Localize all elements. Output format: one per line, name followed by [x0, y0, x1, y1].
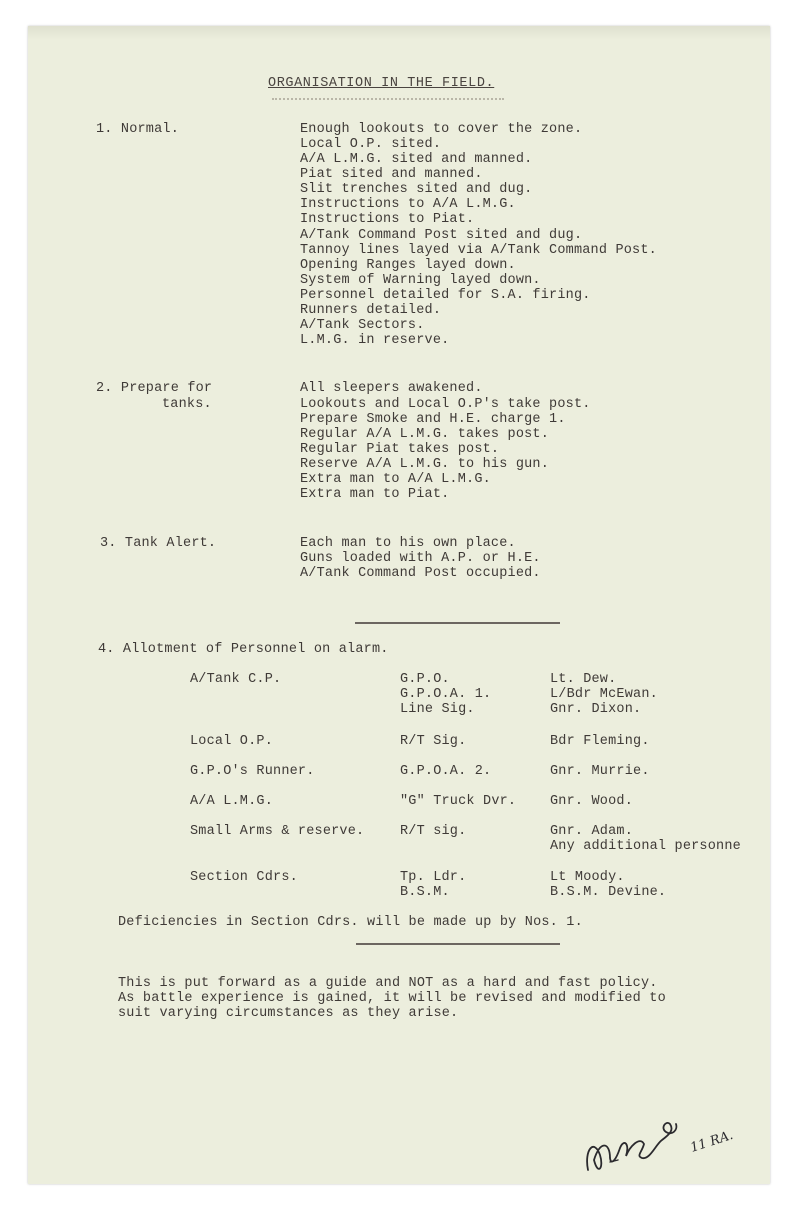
list-item: L.M.G. in reserve. — [300, 333, 450, 348]
section-2-label-cont: tanks. — [162, 397, 212, 412]
document-title: ORGANISATION IN THE FIELD. — [268, 76, 495, 91]
list-item: Enough lookouts to cover the zone. — [300, 122, 583, 137]
allotment-post: A/Tank C.P. — [190, 672, 282, 687]
allotment-name: Lt. Dew. — [550, 672, 617, 687]
list-item: All sleepers awakened. — [300, 381, 483, 396]
list-item: Prepare Smoke and H.E. charge 1. — [300, 412, 566, 427]
allotment-name: L/Bdr McEwan. — [550, 687, 658, 702]
list-item: Each man to his own place. — [300, 536, 516, 551]
allotment-role: R/T sig. — [400, 824, 467, 839]
closing-line: suit varying circumstances as they arise. — [118, 1006, 459, 1021]
allotment-role: B.S.M. — [400, 885, 450, 900]
allotment-post: A/A L.M.G. — [190, 794, 274, 809]
list-item: System of Warning layed down. — [300, 273, 541, 288]
section-1-label: 1. Normal. — [96, 122, 180, 137]
allotment-post: Section Cdrs. — [190, 870, 298, 885]
list-item: Runners detailed. — [300, 303, 442, 318]
allotment-role: R/T Sig. — [400, 734, 467, 749]
closing-line: This is put forward as a guide and NOT as a hard and fast policy. — [118, 976, 658, 991]
list-item: Instructions to A/A L.M.G. — [300, 197, 516, 212]
list-item: A/Tank Command Post occupied. — [300, 566, 541, 581]
section-3-label: 3. Tank Alert. — [100, 536, 217, 551]
list-item: Personnel detailed for S.A. firing. — [300, 288, 591, 303]
list-item: Piat sited and manned. — [300, 167, 483, 182]
list-item: Slit trenches sited and dug. — [300, 182, 533, 197]
allotment-role: G.P.O.A. 1. — [400, 687, 492, 702]
allotment-name: Lt Moody. — [550, 870, 625, 885]
list-item: A/Tank Sectors. — [300, 318, 425, 333]
list-item: Local O.P. sited. — [300, 137, 442, 152]
list-item: Extra man to A/A L.M.G. — [300, 472, 491, 487]
handwritten-signature — [580, 1100, 736, 1180]
list-item: A/Tank Command Post sited and dug. — [300, 228, 583, 243]
divider-rule — [355, 622, 560, 624]
list-item: Guns loaded with A.P. or H.E. — [300, 551, 541, 566]
allotment-name: Gnr. Adam. — [550, 824, 634, 839]
allotment-post: G.P.O's Runner. — [190, 764, 315, 779]
allotment-role: Line Sig. — [400, 702, 475, 717]
signature-unit-note: 11 RA. — [688, 1127, 736, 1156]
list-item: Regular A/A L.M.G. takes post. — [300, 427, 550, 442]
allotment-role: "G" Truck Dvr. — [400, 794, 517, 809]
allotment-name: Bdr Fleming. — [550, 734, 650, 749]
list-item: Lookouts and Local O.P's take post. — [300, 397, 591, 412]
list-item: A/A L.M.G. sited and manned. — [300, 152, 533, 167]
allotment-role: G.P.O. — [400, 672, 450, 687]
allotment-role: G.P.O.A. 2. — [400, 764, 492, 779]
section-2-label: 2. Prepare for — [96, 381, 213, 396]
closing-line: As battle experience is gained, it will be revised and modified to — [118, 991, 666, 1006]
list-item: Regular Piat takes post. — [300, 442, 500, 457]
allotment-name: Any additional personne — [550, 839, 741, 854]
allotment-name: Gnr. Murrie. — [550, 764, 650, 779]
allotment-name: B.S.M. Devine. — [550, 885, 667, 900]
list-item: Opening Ranges layed down. — [300, 258, 516, 273]
allotment-heading: 4. Allotment of Personnel on alarm. — [98, 642, 389, 657]
allotment-name: Gnr. Dixon. — [550, 702, 642, 717]
list-item: Instructions to Piat. — [300, 212, 475, 227]
list-item: Reserve A/A L.M.G. to his gun. — [300, 457, 550, 472]
allotment-role: Tp. Ldr. — [400, 870, 467, 885]
allotment-name: Gnr. Wood. — [550, 794, 634, 809]
list-item: Extra man to Piat. — [300, 487, 450, 502]
title-dotted-underline — [272, 98, 504, 100]
divider-rule — [356, 943, 560, 945]
allotment-post: Local O.P. — [190, 734, 274, 749]
allotment-post: Small Arms & reserve. — [190, 824, 365, 839]
deficiencies-note: Deficiencies in Section Cdrs. will be made up by Nos. 1. — [118, 915, 583, 930]
list-item: Tannoy lines layed via A/Tank Command Post. — [300, 243, 657, 258]
